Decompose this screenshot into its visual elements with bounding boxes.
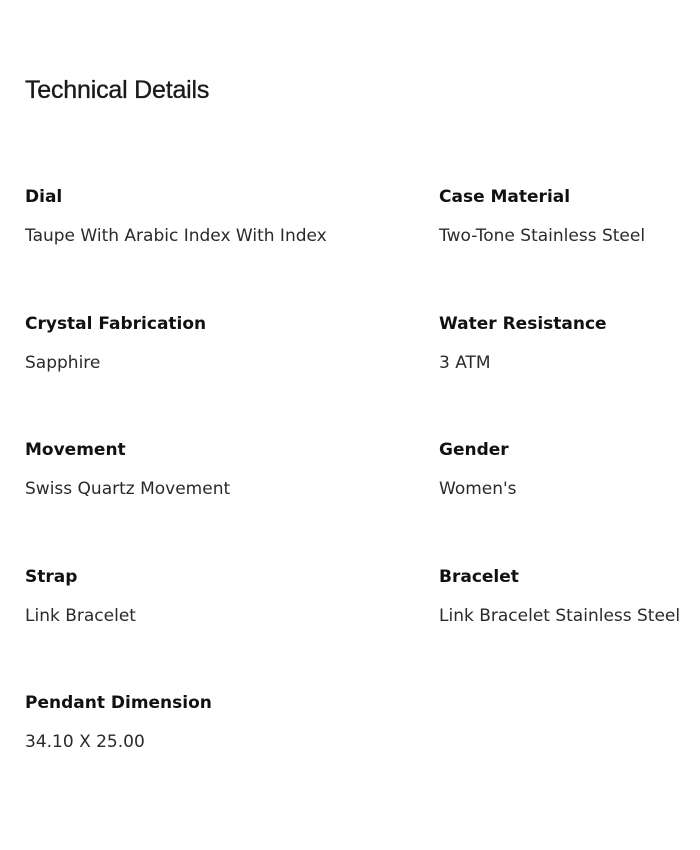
detail-label: Dial — [25, 187, 63, 207]
detail-gender — [439, 439, 700, 566]
technical-details-section — [25, 0, 700, 850]
detail-pendant-dimension — [25, 692, 439, 819]
details-grid — [25, 186, 700, 819]
detail-label: Case Material — [439, 187, 571, 207]
detail-strap — [25, 566, 439, 693]
detail-movement — [25, 439, 439, 566]
detail-label: Movement — [25, 440, 126, 460]
detail-case-material — [439, 186, 700, 313]
detail-label: Water Resistance — [439, 313, 607, 334]
detail-label: Strap — [25, 566, 78, 587]
detail-value: Link Bracelet Stainless Steel — [439, 605, 681, 626]
detail-label: Crystal Fabrication — [25, 313, 207, 334]
detail-value: Link Bracelet — [25, 605, 136, 626]
detail-label: Bracelet — [439, 566, 519, 587]
detail-label: Pendant Dimension — [25, 693, 212, 713]
section-title: Technical Details — [25, 76, 210, 104]
detail-value: Swiss Quartz Movement — [25, 479, 231, 499]
detail-dial — [25, 186, 439, 313]
detail-value: 34.10 X 25.00 — [25, 732, 145, 752]
detail-value: Taupe With Arabic Index With Index — [25, 226, 327, 246]
detail-label: Gender — [439, 440, 509, 460]
detail-value: Women's — [439, 479, 517, 499]
detail-crystal-fabrication — [25, 313, 439, 440]
detail-water-resistance — [439, 313, 700, 440]
detail-value: 3 ATM — [439, 352, 491, 373]
detail-value: Two-Tone Stainless Steel — [439, 226, 646, 246]
detail-bracelet — [439, 566, 700, 693]
detail-value: Sapphire — [25, 352, 101, 373]
